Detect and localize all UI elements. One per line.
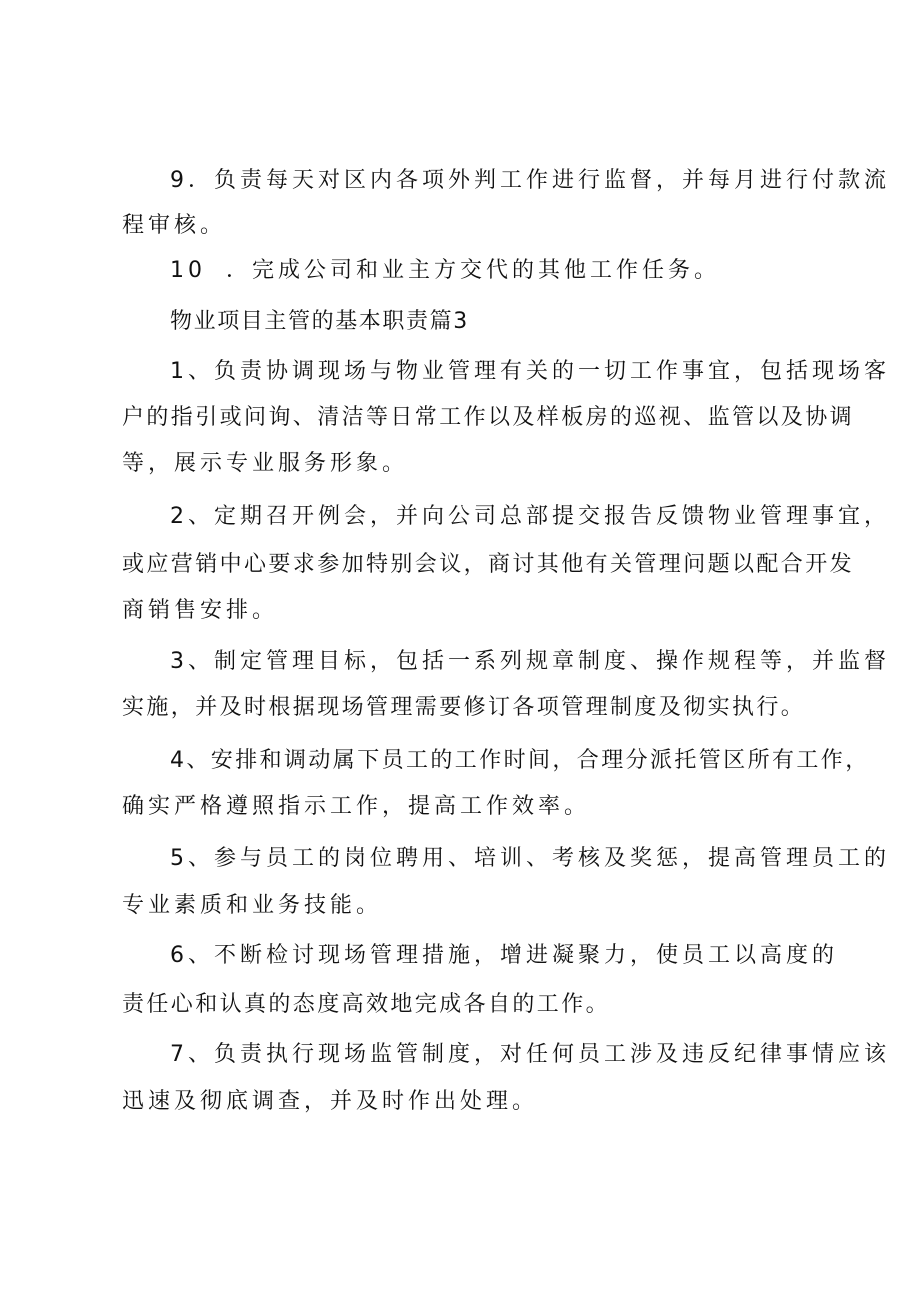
item-9-line-1: 9．负责每天对区内各项外判工作进行监督，并每月进行付款流	[170, 168, 890, 193]
duty-2-line-2: 或应营销中心要求参加特别会议，商讨其他有关管理问题以配合开发	[122, 552, 855, 577]
section-heading: 物业项目主管的基本职责篇3	[170, 309, 469, 334]
duty-3-line-2: 实施，并及时根据现场管理需要修订各项管理制度及彻实执行。	[122, 695, 806, 720]
duty-2-line-3: 商销售安排。	[122, 598, 279, 623]
duty-6-line-2: 责任心和认真的态度高效地完成各自的工作。	[122, 992, 611, 1017]
duty-1-line-2: 户的指引或问询、清洁等日常工作以及样板房的巡视、监管以及协调	[122, 405, 855, 430]
duty-5-line-2: 专业素质和业务技能。	[122, 893, 383, 918]
duty-4-line-2: 确实严格遵照指示工作，提高工作效率。	[122, 794, 591, 819]
duty-4-line-1: 4、安排和调动属下员工的工作时间，合理分派托管区所有工作，	[170, 748, 870, 773]
item-10	[170, 256, 720, 286]
duty-7-line-1: 7、负责执行现场监管制度，对任何员工涉及违反纪律事情应该	[170, 1042, 890, 1067]
duty-3-line-1: 3、制定管理目标，包括一系列规章制度、操作规程等，并监督	[170, 649, 890, 674]
duty-1-line-3: 等，展示专业服务形象。	[122, 451, 409, 476]
item-10-number: 10	[170, 258, 206, 283]
duty-6-line-1: 6、不断检讨现场管理措施，增进凝聚力，使员工以高度的	[170, 943, 838, 968]
item-9-line-2: 程审核。	[122, 213, 227, 238]
duty-5-line-1: 5、参与员工的岗位聘用、培训、考核及奖惩，提高管理员工的	[170, 846, 890, 871]
duty-2-line-1: 2、定期召开例会，并向公司总部提交报告反馈物业管理事宜，	[170, 504, 890, 529]
duty-7-line-2: 迅速及彻底调查，并及时作出处理。	[122, 1089, 539, 1114]
duty-1-line-1: 1、负责协调现场与物业管理有关的一切工作事宜，包括现场客	[170, 359, 890, 384]
item-10-text: ．完成公司和业主方交代的其他工作任务。	[226, 258, 721, 283]
